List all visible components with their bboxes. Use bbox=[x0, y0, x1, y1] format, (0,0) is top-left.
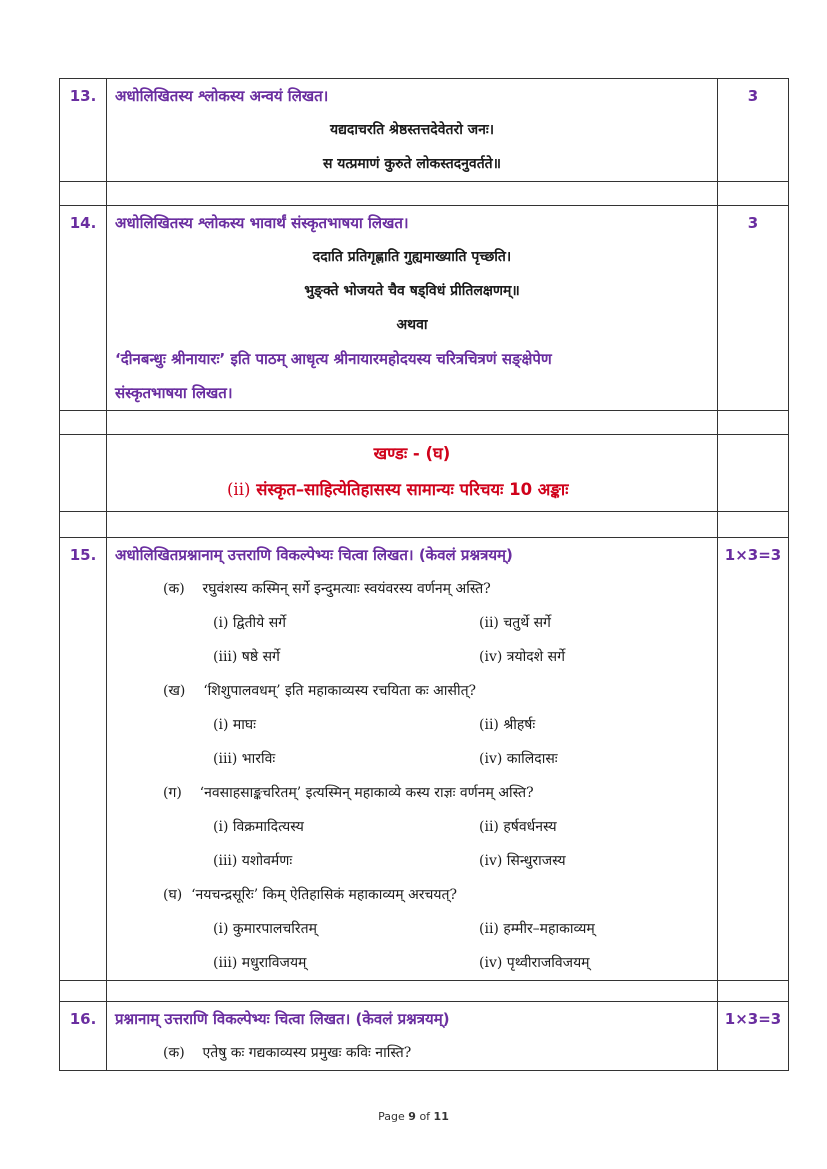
question-instruction: अधोलिखितस्य श्लोकस्य भावार्थं संस्कृतभाषया लिखत। bbox=[115, 214, 409, 232]
sub-question-label: (ग) bbox=[163, 785, 182, 801]
spacer-row bbox=[60, 182, 789, 206]
sub-question-label: (क) bbox=[163, 1045, 185, 1061]
page-footer bbox=[0, 1110, 827, 1123]
question-body bbox=[107, 1002, 718, 1071]
question-13-row bbox=[60, 79, 789, 182]
alternative-question-cont: संस्कृतभाषया लिखत। bbox=[115, 384, 233, 402]
question-body bbox=[107, 538, 718, 981]
option-row bbox=[107, 946, 717, 980]
footer-of-word: of bbox=[419, 1110, 431, 1123]
option-row bbox=[107, 708, 717, 742]
option: (ii) चतुर्थे सर्गे bbox=[479, 615, 551, 631]
option: (i) माघः bbox=[213, 717, 256, 733]
question-number: 16. bbox=[60, 1002, 107, 1071]
verse-line: स यत्प्रमाणं कुरुते लोकस्तदनुवर्तते॥ bbox=[322, 156, 502, 172]
question-number: 13. bbox=[60, 79, 107, 182]
question-16-row bbox=[60, 1002, 789, 1071]
option-row bbox=[107, 606, 717, 640]
subheading-number: (ii) bbox=[227, 480, 251, 499]
option-row bbox=[107, 810, 717, 844]
verse-line: भुङ्क्ते भोजयते चैव षड्विधं प्रीतिलक्षणम्॥ bbox=[304, 283, 520, 299]
question-instruction: अधोलिखितप्रश्नानाम् उत्तराणि विकल्पेभ्यः चित्वा लिखत। (केवलं प्रश्नत्रयम्) bbox=[115, 546, 513, 564]
question-15-row bbox=[60, 538, 789, 981]
subheading-text: संस्कृत–साहित्येतिहासस्य सामान्यः परिचयः 10 अङ्काः bbox=[256, 480, 569, 499]
footer-total-pages: 11 bbox=[433, 1110, 449, 1123]
verse-line: यद्यदाचरति श्रेष्ठस्तत्तदेवेतरो जनः। bbox=[329, 122, 495, 138]
sub-question-text: ‘नयचन्द्रसूरिः’ किम् ऐतिहासिकं महाकाव्यम् अरचयत्? bbox=[191, 887, 458, 903]
sub-question bbox=[107, 674, 717, 708]
alternative-question: ‘दीनबन्धुः श्रीनायारः’ इति पाठम् आधृत्य श्रीनायारमहोदयस्य चरित्रचित्रणं सङ्क्षेपेण bbox=[115, 350, 552, 368]
section-heading: खण्डः - (घ) bbox=[373, 444, 451, 463]
sub-question-label: (क) bbox=[163, 581, 185, 597]
question-table bbox=[59, 78, 789, 1071]
option-row bbox=[107, 742, 717, 776]
or-label: अथवा bbox=[396, 317, 428, 333]
verse-line: ददाति प्रतिगृह्णाति गुह्यमाख्याति पृच्छति। bbox=[312, 249, 512, 265]
question-14-row bbox=[60, 206, 789, 411]
sub-question-text: ‘नवसाहसाङ्कचरितम्’ इत्यस्मिन् महाकाव्ये कस्य राज्ञः वर्णनम् अस्ति? bbox=[199, 785, 534, 801]
sub-question-text: रघुवंशस्य कस्मिन् सर्गे इन्दुमत्याः स्वयंवरस्य वर्णनम् अस्ति? bbox=[202, 581, 491, 597]
sub-question-text: एतेषु कः गद्यकाव्यस्य प्रमुखः कविः नास्ति? bbox=[202, 1045, 412, 1061]
footer-page-word: Page bbox=[378, 1110, 405, 1123]
option: (iii) यशोवर्मणः bbox=[213, 853, 293, 869]
question-marks: 1×3=3 bbox=[718, 1002, 789, 1071]
question-body bbox=[107, 206, 718, 411]
option: (ii) श्रीहर्षः bbox=[479, 717, 536, 733]
question-number: 15. bbox=[60, 538, 107, 981]
question-instruction: अधोलिखितस्य श्लोकस्य अन्वयं लिखत। bbox=[115, 87, 329, 105]
section-subheading bbox=[107, 473, 717, 511]
question-marks: 1×3=3 bbox=[718, 538, 789, 981]
option: (iv) कालिदासः bbox=[479, 751, 558, 767]
question-number: 14. bbox=[60, 206, 107, 411]
sub-question-label: (ख) bbox=[163, 683, 186, 699]
option: (iv) त्रयोदशे सर्गे bbox=[479, 649, 565, 665]
option: (iii) षष्ठे सर्गे bbox=[213, 649, 280, 665]
question-body bbox=[107, 79, 718, 182]
option-row bbox=[107, 640, 717, 674]
section-heading-row bbox=[60, 435, 789, 512]
option: (ii) हम्मीर–महाकाव्यम् bbox=[479, 921, 595, 937]
question-marks: 3 bbox=[718, 206, 789, 411]
option: (i) विक्रमादित्यस्य bbox=[213, 819, 304, 835]
spacer-row bbox=[60, 981, 789, 1002]
option: (i) द्वितीये सर्गे bbox=[213, 615, 287, 631]
option: (iv) पृथ्वीराजविजयम् bbox=[479, 955, 590, 971]
sub-question bbox=[107, 1036, 717, 1070]
spacer-row bbox=[60, 411, 789, 435]
option: (iv) सिन्धुराजस्य bbox=[479, 853, 566, 869]
option: (iii) मधुराविजयम् bbox=[213, 955, 307, 971]
sub-question-label: (घ) bbox=[163, 887, 183, 903]
option: (i) कुमारपालचरितम् bbox=[213, 921, 317, 937]
option: (iii) भारविः bbox=[213, 751, 276, 767]
sub-question bbox=[107, 878, 717, 912]
option: (ii) हर्षवर्धनस्य bbox=[479, 819, 557, 835]
sub-question bbox=[107, 572, 717, 606]
sub-question bbox=[107, 776, 717, 810]
sub-question-text: ‘शिशुपालवधम्’ इति महाकाव्यस्य रचयिता कः आसीत्? bbox=[203, 683, 477, 699]
question-instruction: प्रश्नानाम् उत्तराणि विकल्पेभ्यः चित्वा लिखत। (केवलं प्रश्नत्रयम्) bbox=[115, 1010, 450, 1028]
spacer-row bbox=[60, 512, 789, 538]
option-row bbox=[107, 912, 717, 946]
option-row bbox=[107, 844, 717, 878]
question-marks: 3 bbox=[718, 79, 789, 182]
footer-current-page: 9 bbox=[408, 1110, 416, 1123]
